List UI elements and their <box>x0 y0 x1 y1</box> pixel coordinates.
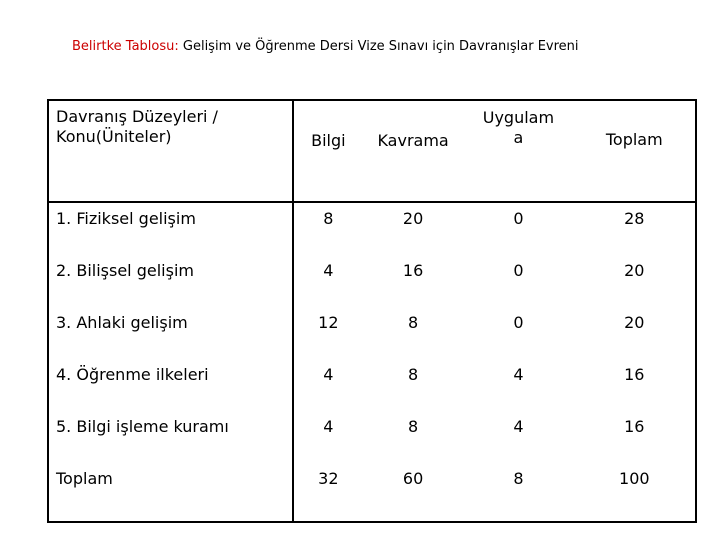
table-cell: 60 <box>402 469 424 488</box>
table-cell: 16 <box>624 417 645 436</box>
table-cell: 20 <box>624 313 645 332</box>
row-label: 4. Öğrenme ilkeleri <box>48 359 293 411</box>
table-cell: 4 <box>323 261 334 280</box>
table-cell: 12 <box>318 313 339 332</box>
table-cell: 8 <box>408 365 419 384</box>
column-header-uygulama <box>463 100 573 202</box>
caption-prefix: Belirtke Tablosu: <box>72 39 179 54</box>
caption-text: Gelişim ve Öğrenme Dersi Vize Sınavı için Davranışlar Evreni <box>178 39 579 54</box>
row-label-header: Davranış Düzeyleri / Konu(Üniteler) <box>48 100 293 202</box>
table-cell: 8 <box>408 417 419 436</box>
table-row <box>48 411 696 463</box>
table-cell: 16 <box>402 261 424 280</box>
table-header-row <box>48 100 696 202</box>
table-row <box>48 202 696 255</box>
column-header-uygulama-text: Uygulam a <box>482 108 555 147</box>
row-label: 1. Fiziksel gelişim <box>48 202 293 255</box>
row-label: Toplam <box>48 463 293 522</box>
table-cell: 0 <box>513 313 524 332</box>
table-cell: 20 <box>624 261 645 280</box>
column-header-kavrama: Kavrama <box>363 100 463 202</box>
specification-table <box>47 99 697 523</box>
table-cell: 8 <box>408 313 419 332</box>
row-label: 2. Bilişsel gelişim <box>48 255 293 307</box>
column-header-toplam: Toplam <box>574 100 696 202</box>
table-cell: 32 <box>318 469 339 488</box>
table-cell: 28 <box>624 209 645 228</box>
table-cell: 0 <box>513 209 524 228</box>
table-cell: 0 <box>513 261 524 280</box>
table-row <box>48 307 696 359</box>
table-total-row <box>48 463 696 522</box>
table-cell: 16 <box>624 365 645 384</box>
table-cell: 100 <box>619 469 650 488</box>
row-label: 3. Ahlaki gelişim <box>48 307 293 359</box>
table-row <box>48 359 696 411</box>
table-cell: 4 <box>323 365 334 384</box>
table-cell: 4 <box>513 417 524 436</box>
table-caption <box>72 37 632 57</box>
column-header-bilgi: Bilgi <box>293 100 363 202</box>
table-cell: 4 <box>323 417 334 436</box>
table-cell: 4 <box>513 365 524 384</box>
table-cell: 20 <box>402 209 424 228</box>
table-cell: 8 <box>323 209 334 228</box>
table-cell: 8 <box>513 469 524 488</box>
row-label: 5. Bilgi işleme kuramı <box>48 411 293 463</box>
table-row <box>48 255 696 307</box>
